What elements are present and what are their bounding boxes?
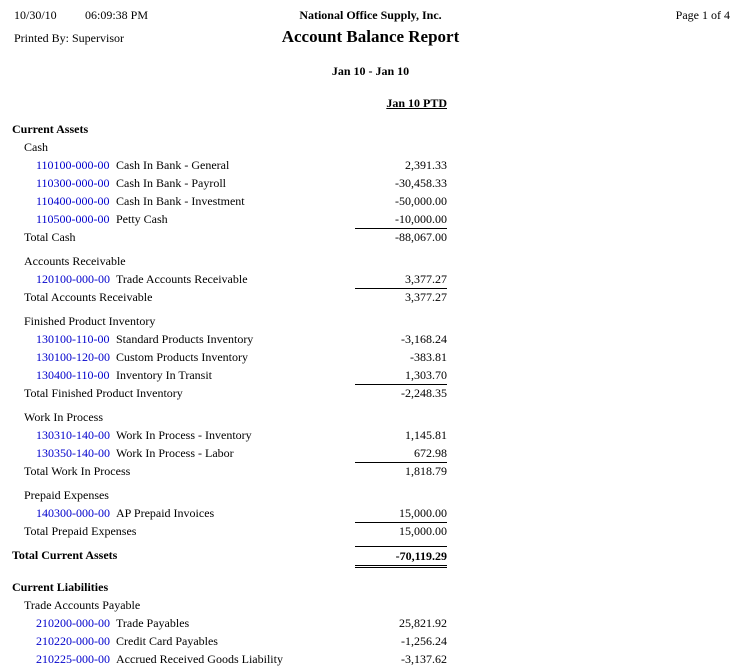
section-total-amount: -70,119.29: [355, 546, 447, 568]
account-number-link[interactable]: 130100-110-00: [36, 332, 110, 346]
account-amount: -30,458.33: [395, 176, 447, 190]
group-total-label: Total Cash: [24, 230, 76, 244]
account-number-link[interactable]: 130350-140-00: [36, 446, 110, 460]
account-row: [0, 426, 447, 444]
print-time: 06:09:38 PM: [85, 8, 149, 22]
column-header-row: [0, 94, 447, 120]
account-number-link[interactable]: 110500-000-00: [36, 212, 110, 226]
account-row: [0, 330, 447, 348]
account-row: [0, 210, 447, 228]
group-total-amount: 1,818.79: [355, 462, 447, 480]
account-number-link[interactable]: 110400-000-00: [36, 194, 110, 208]
account-row: [0, 444, 447, 462]
account-number-link[interactable]: 120100-000-00: [36, 272, 110, 286]
account-description: Inventory In Transit: [116, 368, 212, 382]
account-row: [0, 366, 447, 384]
account-description: Accrued Received Goods Liability: [116, 652, 283, 666]
group-total-row: [0, 288, 447, 306]
account-number-link[interactable]: 140300-000-00: [36, 506, 110, 520]
account-amount: 2,391.33: [405, 158, 447, 172]
group-total-row: [0, 384, 447, 402]
account-amount: 15,000.00: [399, 506, 447, 520]
report-table: [0, 94, 447, 668]
account-number-link[interactable]: 110100-000-00: [36, 158, 110, 172]
section-title: Current Liabilities: [12, 580, 109, 594]
account-number-link[interactable]: 130100-120-00: [36, 350, 110, 364]
account-row: [0, 614, 447, 632]
report-period: Jan 10 - Jan 10: [331, 64, 410, 78]
account-description: Standard Products Inventory: [116, 332, 254, 346]
account-amount: -10,000.00: [395, 212, 447, 226]
account-row: [0, 632, 447, 650]
account-amount: -383.81: [410, 350, 447, 364]
group-total-label: Total Prepaid Expenses: [24, 524, 137, 538]
account-description: Custom Products Inventory: [116, 350, 248, 364]
account-number-link[interactable]: 130310-140-00: [36, 428, 110, 442]
printed-by: Printed By: Supervisor: [14, 31, 124, 45]
print-date: 10/30/10: [14, 8, 57, 22]
section-title: Current Assets: [12, 122, 89, 136]
account-description: AP Prepaid Invoices: [116, 506, 215, 520]
account-amount: 3,377.27: [405, 272, 447, 286]
account-number-link[interactable]: 110300-000-00: [36, 176, 110, 190]
account-amount: 672.98: [414, 446, 447, 460]
group-total-amount: 3,377.27: [355, 288, 447, 306]
group-total-row: [0, 228, 447, 246]
group-total-row: [0, 462, 447, 480]
account-row: [0, 270, 447, 288]
account-row: [0, 348, 447, 366]
company-name: National Office Supply, Inc.: [299, 8, 442, 22]
account-row: [0, 174, 447, 192]
account-description: Cash In Bank - Investment: [116, 194, 245, 208]
report-title: Account Balance Report: [281, 27, 460, 46]
group-total-label: Total Finished Product Inventory: [24, 386, 183, 400]
section-total-row: [0, 546, 447, 572]
group-total-amount: -88,067.00: [355, 228, 447, 246]
group-total-label: Total Accounts Receivable: [24, 290, 153, 304]
group-total-amount: 15,000.00: [355, 522, 447, 540]
account-row: [0, 650, 447, 668]
section-total-label: Total Current Assets: [12, 548, 118, 562]
report-body: [0, 120, 447, 668]
group-name: Prepaid Expenses: [24, 488, 109, 502]
account-description: Cash In Bank - General: [116, 158, 230, 172]
page-number: Page 1 of 4: [675, 8, 730, 22]
column-header-ptd: Jan 10 PTD: [386, 96, 447, 110]
account-description: Work In Process - Labor: [116, 446, 234, 460]
account-amount: 1,303.70: [405, 368, 447, 382]
group-total-amount: -2,248.35: [355, 384, 447, 402]
account-amount: -50,000.00: [395, 194, 447, 208]
account-amount: -3,137.62: [401, 652, 447, 666]
account-amount: -3,168.24: [401, 332, 447, 346]
account-description: Petty Cash: [116, 212, 168, 226]
account-description: Trade Accounts Receivable: [116, 272, 248, 286]
account-description: Work In Process - Inventory: [116, 428, 252, 442]
group-name: Trade Accounts Payable: [24, 598, 141, 612]
account-number-link[interactable]: 210200-000-00: [36, 616, 110, 630]
account-amount: 25,821.92: [399, 616, 447, 630]
account-description: Cash In Bank - Payroll: [116, 176, 226, 190]
account-row: [0, 504, 447, 522]
account-number-link[interactable]: 210220-000-00: [36, 634, 110, 648]
account-number-link[interactable]: 210225-000-00: [36, 652, 110, 666]
group-total-label: Total Work In Process: [24, 464, 131, 478]
account-number-link[interactable]: 130400-110-00: [36, 368, 110, 382]
group-name: Finished Product Inventory: [24, 314, 156, 328]
group-name: Accounts Receivable: [24, 254, 126, 268]
account-row: [0, 156, 447, 174]
group-total-row: [0, 522, 447, 540]
account-amount: 1,145.81: [405, 428, 447, 442]
account-row: [0, 192, 447, 210]
group-name: Work In Process: [24, 410, 104, 424]
account-amount: -1,256.24: [401, 634, 447, 648]
group-name: Cash: [24, 140, 48, 154]
account-description: Trade Payables: [116, 616, 190, 630]
account-description: Credit Card Payables: [116, 634, 218, 648]
